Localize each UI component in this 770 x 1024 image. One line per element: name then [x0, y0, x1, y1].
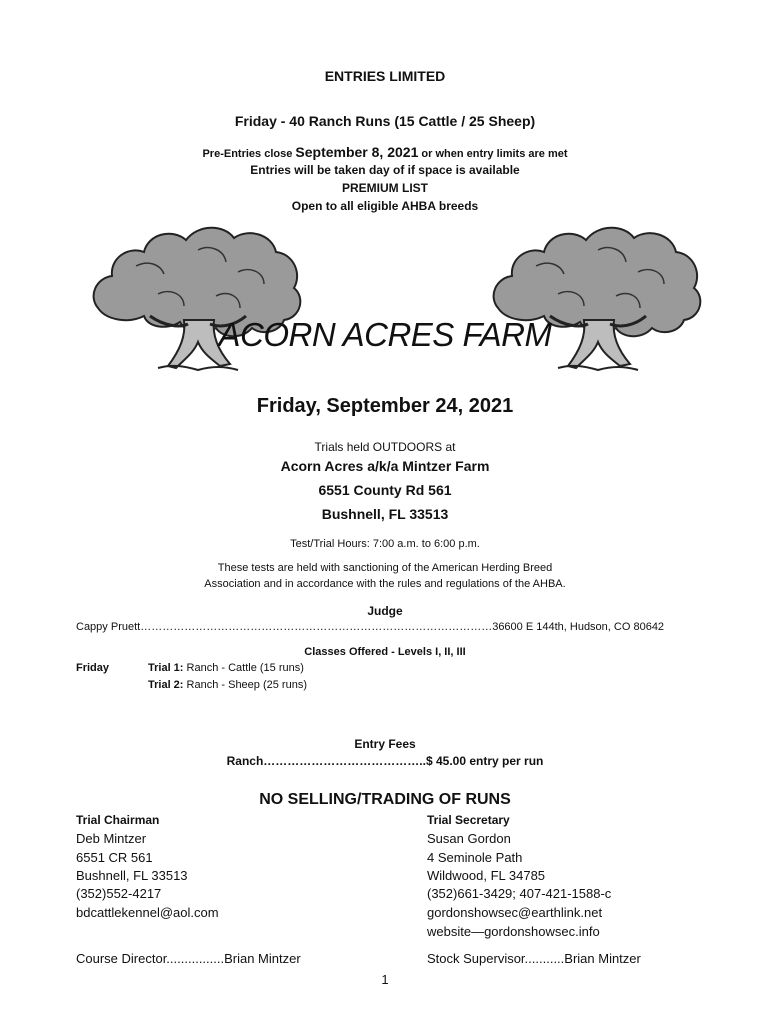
trial-1-label: Trial 1: — [148, 662, 184, 674]
venue-address-2: Bushnell, FL 33513 — [321, 506, 449, 522]
stock-supervisor-line: Stock Supervisor...........Brian Mintzer — [427, 951, 641, 966]
sanction-line-1: These tests are held with sanctioning of the American Herding Breed — [217, 562, 553, 574]
preentries-label: Pre-Entries close — [202, 148, 293, 160]
secretary-email[interactable]: gordonshowsec@earthlink.net — [427, 905, 603, 920]
premium-list-line: PREMIUM LIST — [342, 181, 428, 195]
secretary-name: Susan Gordon — [427, 831, 511, 846]
event-date: Friday, September 24, 2021 — [256, 395, 514, 417]
entries-limited-heading: ENTRIES LIMITED — [324, 68, 446, 84]
chairman-name: Deb Mintzer — [76, 831, 147, 846]
no-selling-notice: NO SELLING/TRADING OF RUNS — [259, 791, 511, 808]
trial-2-text: Ranch - Sheep (25 runs) — [186, 679, 307, 691]
classes-heading: Classes Offered - Levels I, II, III — [304, 646, 466, 658]
venue-address-1: 6551 County Rd 561 — [318, 482, 452, 498]
trial-2-label: Trial 2: — [148, 679, 184, 691]
course-director-line: Course Director................Brian Mintzer — [76, 951, 301, 966]
day-of-entries-line: Entries will be taken day of if space is available — [250, 163, 520, 177]
preentries-suffix: or when entry limits are met — [421, 148, 568, 160]
judge-heading: Judge — [367, 604, 403, 618]
open-to-line: Open to all eligible AHBA breeds — [291, 199, 479, 213]
chairman-street: 6551 CR 561 — [76, 850, 153, 865]
trial-hours: Test/Trial Hours: 7:00 a.m. to 6:00 p.m. — [290, 538, 480, 550]
classes-day: Friday — [76, 662, 110, 674]
chairman-phone: (352)552-4217 — [76, 886, 162, 901]
preentries-line — [0, 144, 770, 160]
chairman-email[interactable]: bdcattlekennel@aol.com — [76, 905, 219, 920]
entry-fees-heading: Entry Fees — [354, 737, 416, 751]
preentries-date: September 8, 2021 — [295, 144, 419, 160]
secretary-street: 4 Seminole Path — [427, 850, 523, 865]
page-number: 1 — [381, 972, 389, 987]
trials-held-line: Trials held OUTDOORS at — [314, 440, 456, 454]
venue-name: Acorn Acres a/k/a Mintzer Farm — [280, 458, 490, 474]
secretary-website[interactable]: website—gordonshowsec.info — [427, 924, 600, 939]
sanction-line-2: Association and in accordance with the rules and regulations of the AHBA. — [204, 578, 566, 590]
chairman-title: Trial Chairman — [76, 813, 160, 827]
secretary-city: Wildwood, FL 34785 — [427, 868, 546, 883]
farm-name: ACORN ACRES FARM — [218, 316, 552, 353]
chairman-city: Bushnell, FL 33513 — [76, 868, 188, 883]
trial-1-text: Ranch - Cattle (15 runs) — [186, 662, 304, 674]
trial-1-row — [148, 662, 304, 674]
secretary-phone: (352)661-3429; 407-421-1588-c — [427, 886, 612, 901]
judge-line: Cappy Pruett……………………………………………………………………………………36600 E 144th, Hudson, CO 80642 — [76, 621, 665, 633]
secretary-title: Trial Secretary — [427, 813, 510, 827]
friday-runs-line: Friday - 40 Ranch Runs (15 Cattle / 25 Sheep) — [234, 113, 536, 129]
trial-2-row — [148, 679, 307, 691]
entry-fee-line: Ranch…………………………………..$ 45.00 entry per run — [226, 754, 544, 768]
